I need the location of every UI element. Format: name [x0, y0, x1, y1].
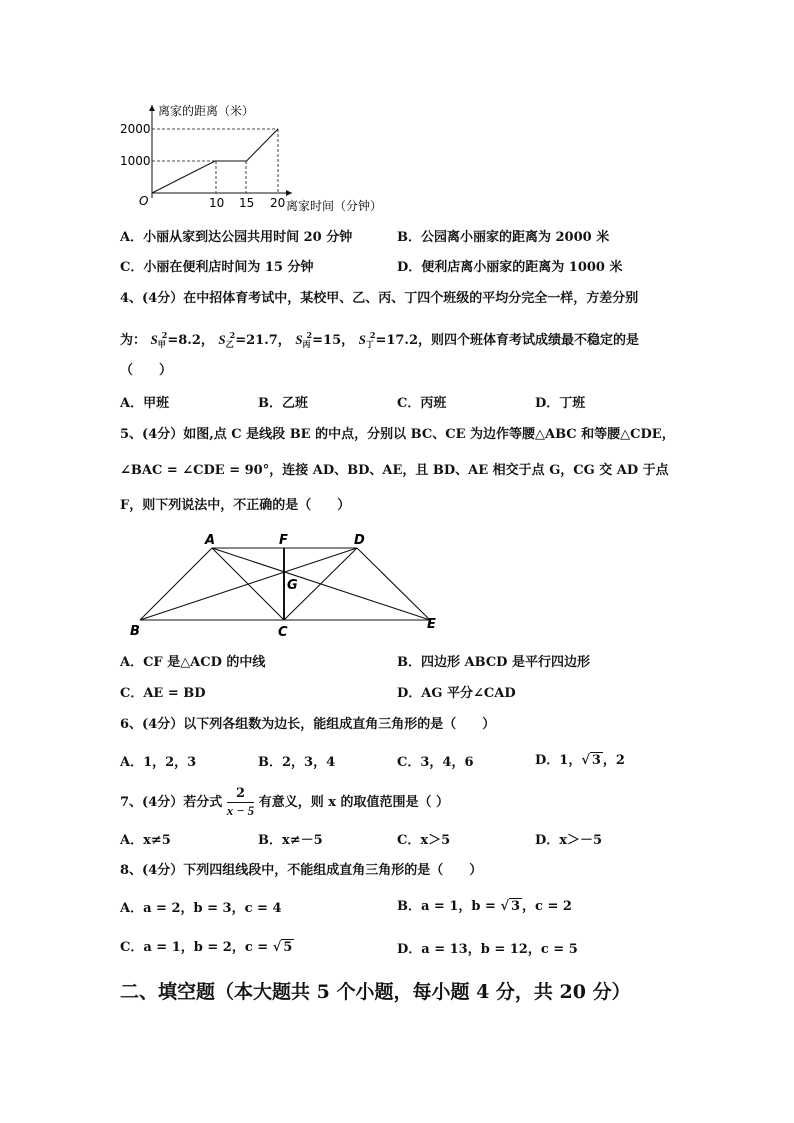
label-g: G [287, 578, 298, 593]
q7-stem [120, 786, 449, 820]
x-tick-10: 10 [209, 196, 225, 210]
q8-b-sqrt: √ 3 [500, 899, 521, 914]
segment-ae [212, 548, 430, 620]
q6-option-a: A．1，2，3 [120, 755, 197, 770]
q5-option-c: C．AE = BD [120, 686, 206, 701]
q7-numerator: 2 [227, 786, 254, 803]
origin-label: O [139, 194, 149, 208]
label-a: A [205, 533, 216, 548]
q3-option-b: B．公园离小丽家的距离为 2000 米 [397, 230, 610, 245]
q4-stem-line1: 4、(4分）在中招体育考试中，某校甲、乙、丙、丁四个班级的平均分完全一样，方差分别 [120, 291, 639, 306]
q8-c-prefix: C．a = 1，b = 2，c = [120, 940, 273, 955]
distance-line [152, 129, 278, 193]
x-tick-15: 15 [239, 196, 255, 210]
q7-suffix: 有意义，则 x 的取值范围是（ ） [258, 795, 450, 810]
q7-fraction [227, 786, 254, 819]
q6-d-prefix: D．1， [535, 753, 582, 768]
q7-option-b: B．x≠－5 [258, 833, 323, 848]
q6-option-d [535, 752, 625, 770]
q4-s-ding: S [358, 332, 366, 347]
q4-paren: （ ） [120, 363, 173, 378]
q4-stem-line2 [120, 326, 639, 353]
q8-b-radicand: 3 [510, 899, 521, 914]
q6-d-suffix: ，2 [602, 753, 625, 768]
q8-stem: 8、(4分）下列四组线段中，不能组成直角三角形的是（ ） [120, 863, 483, 878]
q6-d-sqrt: √ 3 [581, 753, 601, 768]
q4-sq-jia: 2 [161, 330, 168, 340]
q6-option-c: C．3，4，6 [397, 755, 474, 770]
q4-val-jia: =8.2， [167, 333, 214, 348]
segment-bd [140, 548, 357, 620]
q8-c-radicand: 5 [283, 940, 293, 955]
q4-option-c: C．丙班 [397, 396, 447, 411]
q4-sq-yi: 2 [229, 330, 236, 340]
q5-option-d: D．AG 平分∠CAD [397, 686, 516, 701]
y-tick-2000: 2000 [120, 122, 151, 136]
y-tick-1000: 1000 [120, 154, 151, 168]
q5-option-a: A．CF 是△ACD 的中线 [120, 655, 266, 670]
q4-val-yi: =21.7， [235, 333, 291, 348]
q7-prefix: 7、(4分）若分式 [120, 795, 223, 810]
x-axis-label: 离家时间（分钟） [286, 199, 383, 213]
q4-sub-jia: 甲 [157, 339, 166, 349]
y-axis-label: 离家的距离（米） [158, 104, 255, 118]
q4-sq-ding: 2 [369, 330, 376, 340]
q4-s-jia: S [150, 332, 158, 347]
q8-option-b [397, 898, 572, 916]
q8-b-prefix: B．a = 1，b = [397, 899, 501, 914]
q4-s-yi: S [218, 332, 226, 347]
q4-sub-bing: 丙 [302, 339, 311, 349]
q4-val-ding: =17.2，则四个班体育考试成绩最不稳定的是 [375, 333, 640, 348]
label-b: B [130, 624, 140, 639]
x-tick-20: 20 [270, 196, 286, 210]
q7-denominator: x − 5 [226, 803, 255, 818]
q6-option-b: B．2，3，4 [258, 755, 336, 770]
q3-option-d: D．便利店离小丽家的距离为 1000 米 [397, 260, 623, 275]
segment-de [357, 548, 430, 620]
q4-sq-bing: 2 [306, 330, 313, 340]
section-2-heading: 二、填空题（本大题共 5 个小题，每小题 4 分，共 20 分） [120, 981, 631, 1003]
q6-d-radicand: 3 [591, 753, 601, 768]
q8-c-sqrt: √ 5 [272, 940, 293, 955]
q3-option-a: A．小丽从家到达公园共用时间 20 分钟 [120, 230, 353, 245]
q7-option-a: A．x≠5 [120, 833, 171, 848]
q5-option-b: B．四边形 ABCD 是平行四边形 [397, 655, 590, 670]
q8-option-c [120, 939, 294, 957]
q8-option-d: D．a = 13，b = 12，c = 5 [397, 942, 578, 957]
label-f: F [279, 533, 288, 548]
q5-stem-line2: ∠BAC = ∠CDE = 90°，连接 AD、BD、AE，且 BD、AE 相交于点 G，CG 交 AD 于点 [120, 463, 669, 478]
q8-b-suffix: ，c = 2 [522, 899, 572, 914]
label-d: D [354, 533, 365, 548]
q4-option-a: A．甲班 [120, 396, 170, 411]
q7-option-d: D．x＞－5 [535, 833, 603, 848]
geometry-figure [125, 530, 445, 642]
q4-s-bing: S [295, 332, 303, 347]
q4-prefix: 为： [120, 333, 147, 348]
q6-stem: 6、(4分）以下列各组数为边长，能组成直角三角形的是（ ） [120, 717, 496, 732]
label-c: C [278, 625, 288, 640]
label-e: E [427, 617, 436, 632]
q4-option-b: B．乙班 [258, 396, 308, 411]
distance-time-graph [120, 95, 410, 220]
q4-sub-yi: 乙 [225, 339, 234, 349]
q5-stem-line3: F，则下列说法中，不正确的是（ ） [120, 498, 351, 513]
q4-val-bing: =15， [312, 333, 355, 348]
segment-ab [140, 548, 212, 620]
q5-stem-line1: 5、(4分）如图,点 C 是线段 BE 的中点，分别以 BC、CE 为边作等腰△ABC 和等腰△CDE， [120, 427, 675, 442]
q3-option-c: C．小丽在便利店时间为 15 分钟 [120, 260, 314, 275]
q8-option-a: A．a = 2，b = 3，c = 4 [120, 901, 282, 916]
q4-option-d: D．丁班 [535, 396, 586, 411]
q4-sub-ding: 丁 [365, 339, 374, 349]
q7-option-c: C．x＞5 [397, 833, 451, 848]
